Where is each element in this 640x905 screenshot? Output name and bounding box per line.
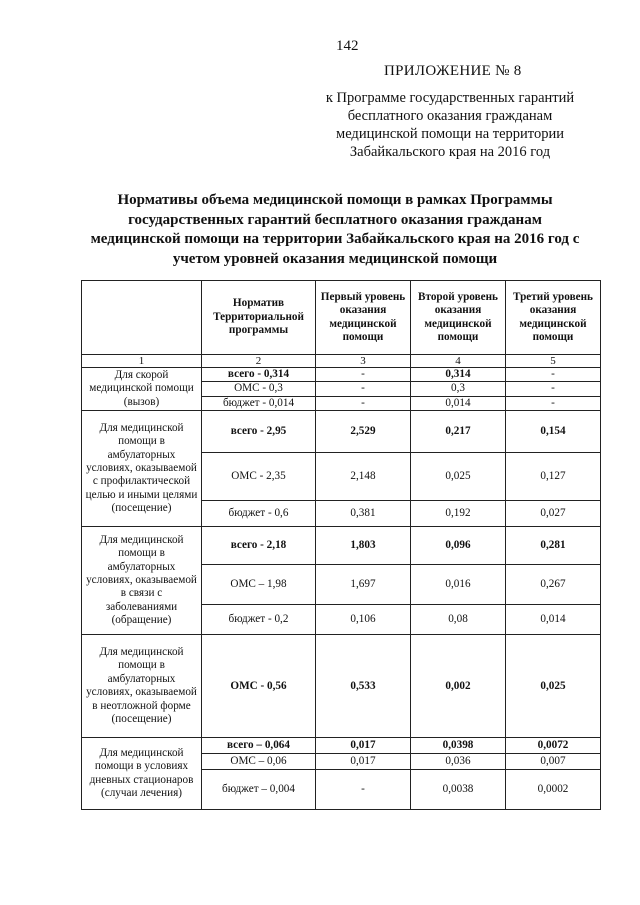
level-2-cell: 0,192 [411,501,506,527]
level-2-cell: 0,025 [411,453,506,501]
level-3-cell: 0,025 [506,635,601,738]
table-header-row [82,281,601,355]
norm-cell: всего - 2,95 [202,411,316,453]
level-2-cell: 0,0038 [411,770,506,810]
level-1-cell: - [316,396,411,410]
appendix-subtitle [300,89,600,161]
level-1-cell: 0,381 [316,501,411,527]
header-cell-level-3: Третий уровень оказания медицинской помощи [506,281,601,355]
norm-cell: бюджет - 0,6 [202,501,316,527]
level-3-cell: 0,154 [506,411,601,453]
level-2-cell: 0,3 [411,382,506,396]
category-cell: Для скорой медицинской помощи (вызов) [82,368,202,411]
norm-cell: ОМС – 0,06 [202,754,316,770]
level-1-cell: 0,017 [316,754,411,770]
column-number: 2 [202,355,316,368]
norm-cell: всего - 0,314 [202,368,316,382]
document-title [70,191,600,269]
level-3-cell: - [506,368,601,382]
norms-table [81,280,601,810]
appendix-subtitle-line: к Программе государственных гарантий [325,90,575,106]
level-2-cell: 0,016 [411,565,506,605]
norm-cell: всего - 2,18 [202,527,316,565]
level-2-cell: 0,002 [411,635,506,738]
category-cell: Для медицинской помощи в амбулаторных условиях, оказываемой в связи с заболеваниями (обращение) [82,527,202,635]
header-cell-level-2: Второй уровень оказания медицинской помощи [411,281,506,355]
appendix-title: ПРИЛОЖЕНИЕ № 8 [384,63,522,79]
level-1-cell: 0,106 [316,605,411,635]
header-cell-level-1: Первый уровень оказания медицинской помощи [316,281,411,355]
column-number: 5 [506,355,601,368]
level-2-cell: 0,217 [411,411,506,453]
norm-cell: ОМС - 0,56 [202,635,316,738]
column-number-row [82,355,601,368]
level-1-cell: 1,803 [316,527,411,565]
level-3-cell: 0,127 [506,453,601,501]
norm-cell: бюджет - 0,014 [202,396,316,410]
appendix-subtitle-line: Забайкальского края на 2016 год [349,144,551,160]
table-row [82,738,601,754]
table-row [82,411,601,453]
appendix-subtitle-line: медицинской помощи на территории [336,126,564,142]
document-title-line: Нормативы объема медицинской помощи в рамках Программы [117,192,553,208]
appendix-subtitle-line: бесплатного оказания гражданам [347,108,553,124]
norm-cell: ОМС - 0,3 [202,382,316,396]
level-1-cell: - [316,382,411,396]
document-title-line: учетом уровней оказания медицинской помощи [172,250,498,267]
table-row [82,527,601,565]
level-2-cell: 0,036 [411,754,506,770]
level-2-cell: 0,096 [411,527,506,565]
level-1-cell: 0,017 [316,738,411,754]
level-1-cell: 2,529 [316,411,411,453]
norm-cell: ОМС – 1,98 [202,565,316,605]
header-cell-norm: Норматив Территориальной программы [202,281,316,355]
level-1-cell: 2,148 [316,453,411,501]
header-cell-empty [82,281,202,355]
level-1-cell: 0,533 [316,635,411,738]
level-3-cell: 0,027 [506,501,601,527]
level-3-cell: - [506,382,601,396]
column-number: 3 [316,355,411,368]
level-3-cell: 0,014 [506,605,601,635]
level-2-cell: 0,0398 [411,738,506,754]
table-row [82,368,601,382]
level-3-cell: 0,0002 [506,770,601,810]
level-3-cell: 0,281 [506,527,601,565]
page-number: 142 [336,38,359,54]
category-cell: Для медицинской помощи в амбулаторных условиях, оказываемой с профилактической целью и иными целями (посещение) [82,411,202,527]
level-2-cell: 0,014 [411,396,506,410]
level-3-cell: - [506,396,601,410]
level-1-cell: - [316,770,411,810]
column-number: 4 [411,355,506,368]
norm-cell: бюджет - 0,2 [202,605,316,635]
norm-cell: всего – 0,064 [202,738,316,754]
category-cell: Для медицинской помощи в условиях дневных стационаров (случаи лечения) [82,738,202,810]
category-cell: Для медицинской помощи в амбулаторных условиях, оказываемой в неотложной форме (посещение) [82,635,202,738]
level-1-cell: - [316,368,411,382]
level-1-cell: 1,697 [316,565,411,605]
norm-cell: ОМС - 2,35 [202,453,316,501]
column-number: 1 [82,355,202,368]
document-title-line: государственных гарантий бесплатного оказания гражданам [128,211,542,228]
document-title-line: медицинской помощи на территории Забайкальского края на 2016 год с [90,231,580,247]
norm-cell: бюджет – 0,004 [202,770,316,810]
table-row [82,635,601,738]
level-3-cell: 0,007 [506,754,601,770]
level-3-cell: 0,267 [506,565,601,605]
level-3-cell: 0,0072 [506,738,601,754]
level-2-cell: 0,08 [411,605,506,635]
level-2-cell: 0,314 [411,368,506,382]
